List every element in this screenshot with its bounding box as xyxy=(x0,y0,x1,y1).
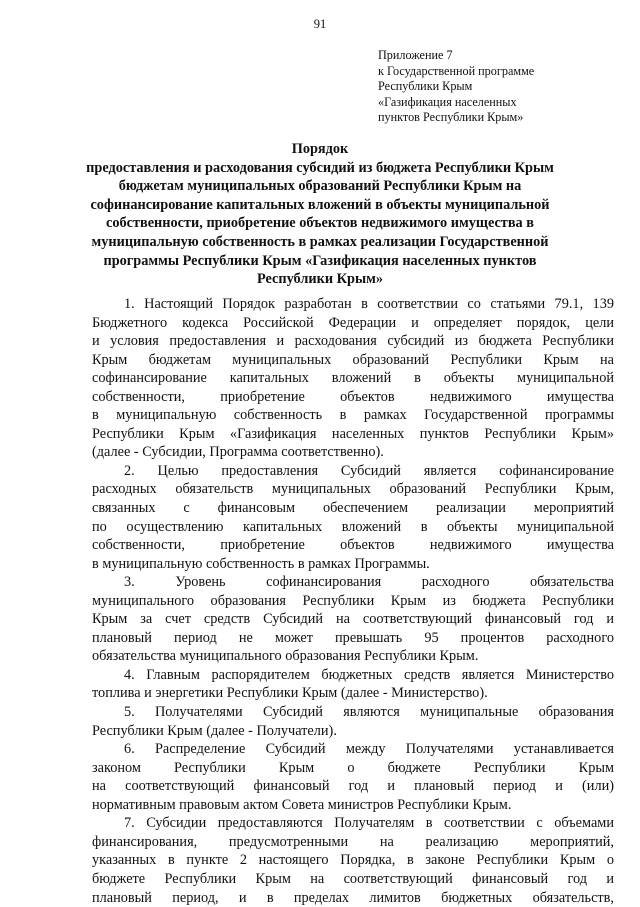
title-line: софинансирование капитальных вложений в объекты муниципальной xyxy=(60,196,580,215)
body-line: по осуществлению капитальных вложений в объекты муниципальной xyxy=(92,518,614,537)
body-line: на соответствующий финансовый год и плановый период и (или) xyxy=(92,777,614,796)
body-line: собственности, приобретение объектов недвижимого имущества xyxy=(92,536,614,555)
title-line: программы Республики Крым «Газификация населенных пунктов xyxy=(60,252,580,271)
body-line: муниципального образования Республики Крым из бюджета Республики xyxy=(92,592,614,611)
body-line: указанных в пункте 2 настоящего Порядка, в законе Республики Крым о xyxy=(92,851,614,870)
appendix-line: к Государственной программе xyxy=(378,64,618,80)
appendix-line: Республики Крым xyxy=(378,79,618,95)
body-line: собственности, приобретение объектов недвижимого имущества xyxy=(92,388,614,407)
body-line: обязательства муниципального образования Республики Крым. xyxy=(92,647,614,666)
body-line: 4. Главным распорядителем бюджетных средств является Министерство xyxy=(92,666,614,685)
body-line: топлива и энергетики Республики Крым (далее - Министерство). xyxy=(92,684,614,703)
page-number: 91 xyxy=(0,17,640,32)
body-text xyxy=(92,295,614,907)
body-line: в муниципальную собственность в рамках Программы. xyxy=(92,555,614,574)
title-line: бюджетам муниципальных образований Республики Крым на xyxy=(60,177,580,196)
body-line: финансирования, предусмотренными на реализацию мероприятий, xyxy=(92,833,614,852)
title-line: Республики Крым» xyxy=(60,270,580,289)
body-line: плановый период не может превышать 95 процентов расходного xyxy=(92,629,614,648)
appendix-line: Приложение 7 xyxy=(378,48,618,64)
body-line: связанных с финансовым обеспечением реализации мероприятий xyxy=(92,499,614,518)
title-line: Порядок xyxy=(60,140,580,159)
title-line: предоставления и расходования субсидий из бюджета Республики Крым xyxy=(60,159,580,178)
body-line: Крым за счет средств Субсидий на соответствующий финансовый год и xyxy=(92,610,614,629)
body-line: 1. Настоящий Порядок разработан в соответствии со статьями 79.1, 139 xyxy=(92,295,614,314)
document-title xyxy=(60,140,580,289)
body-line: и условия предоставления и расходования субсидий из бюджета Республики xyxy=(92,332,614,351)
body-line: в муниципальную собственность в рамках Государственной программы xyxy=(92,406,614,425)
body-line: законом Республики Крым о бюджете Республики Крым xyxy=(92,759,614,778)
body-line: плановый период, и в пределах лимитов бюджетных обязательств, xyxy=(92,889,614,907)
body-line: (далее - Субсидии, Программа соответственно). xyxy=(92,443,614,462)
body-line: 5. Получателями Субсидий являются муниципальные образования xyxy=(92,703,614,722)
body-line: 6. Распределение Субсидий между Получателями устанавливается xyxy=(92,740,614,759)
title-line: собственности, приобретение объектов недвижимого имущества в xyxy=(60,214,580,233)
body-line: Республики Крым (далее - Получатели). xyxy=(92,722,614,741)
body-line: 2. Целью предоставления Субсидий является софинансирование xyxy=(92,462,614,481)
title-line: муниципальную собственность в рамках реализации Государственной xyxy=(60,233,580,252)
body-line: расходных обязательств муниципальных образований Республики Крым, xyxy=(92,480,614,499)
body-line: 3. Уровень софинансирования расходного обязательства xyxy=(92,573,614,592)
body-line: Бюджетного кодекса Российской Федерации и определяет порядок, цели xyxy=(92,314,614,333)
appendix-line: «Газификация населенных xyxy=(378,95,618,111)
body-line: бюджете Республики Крым на соответствующий финансовый год и xyxy=(92,870,614,889)
body-line: 7. Субсидии предоставляются Получателям в соответствии с объемами xyxy=(92,814,614,833)
body-line: Республики Крым «Газификация населенных пунктов Республики Крым» xyxy=(92,425,614,444)
body-line: Крым бюджетам муниципальных образований Республики Крым на xyxy=(92,351,614,370)
body-line: нормативным правовым актом Совета министров Республики Крым. xyxy=(92,796,614,815)
appendix-line: пунктов Республики Крым» xyxy=(378,110,618,126)
appendix-note xyxy=(378,48,618,126)
body-line: софинансирование капитальных вложений в объекты муниципальной xyxy=(92,369,614,388)
